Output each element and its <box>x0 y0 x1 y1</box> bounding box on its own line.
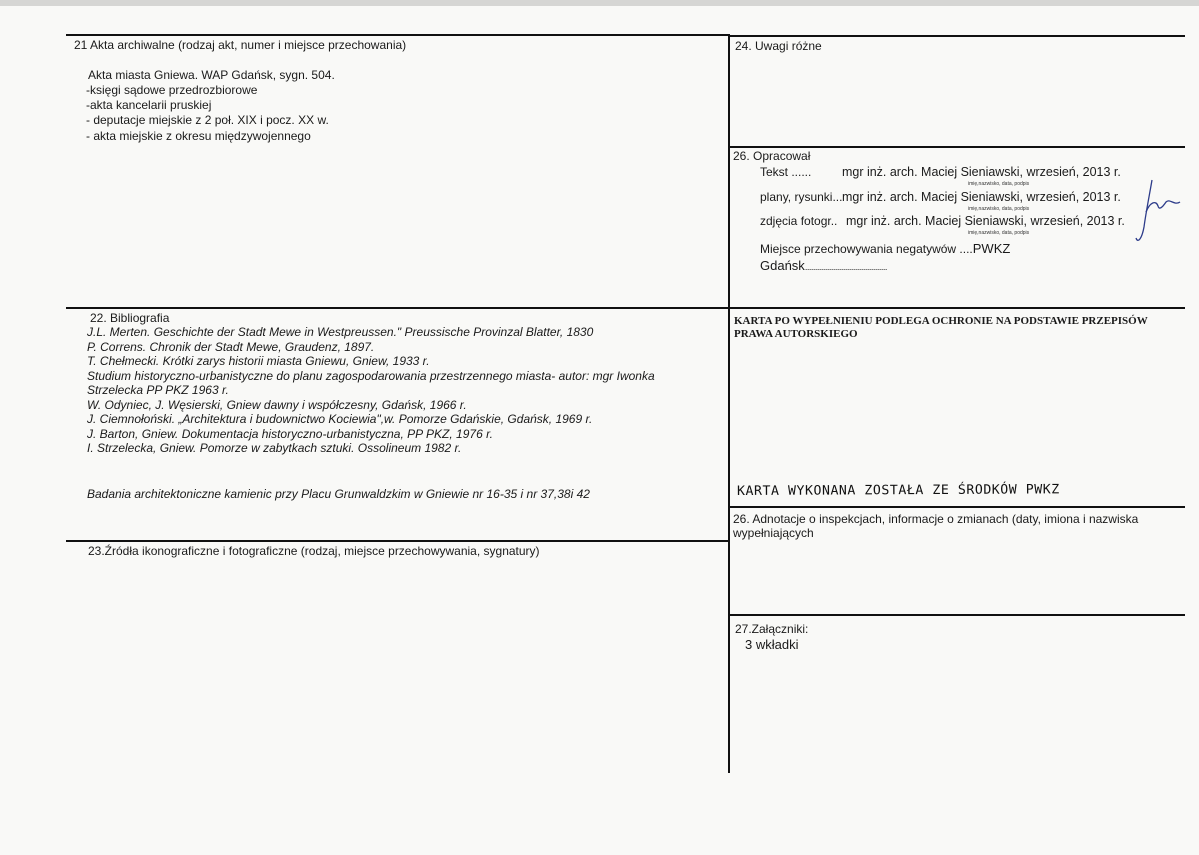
handwritten-funding-note: KARTA WYKONANA ZOSTAŁA ZE ŚRODKÓW PWKZ <box>736 482 1060 499</box>
bibliography-item: J. Barton, Gniew. Dokumentacja historyczno-urbanistyczna, PP PKZ, 1976 r. <box>87 427 493 441</box>
center-divider <box>728 34 730 773</box>
author-row-drawings <box>760 188 1133 206</box>
handwritten-signature <box>1132 172 1187 252</box>
rule-before-23 <box>66 540 730 542</box>
negatives-label: Miejsce przechowywania negatywów .... <box>760 242 973 256</box>
city: Gdańsk <box>760 258 805 273</box>
rule-before-22 <box>66 307 1185 309</box>
right-top-rule <box>730 35 1185 37</box>
rule-before-26b <box>730 506 1185 508</box>
negatives-value: PWKZ <box>972 241 1011 256</box>
sec27-heading: 27.Załączniki: <box>735 622 809 636</box>
bibliography-item: W. Odyniec, J. Węsierski, Gniew dawny i współczesny, Gdańsk, 1966 r. <box>87 398 467 412</box>
author-row-photos <box>760 212 1136 230</box>
row-prefix: zdjęcia fotogr.. <box>760 214 838 228</box>
city-line <box>760 257 887 275</box>
bibliography-item: P. Correns. Chronik der Stadt Mewe, Graudenz, 1897. <box>87 340 375 354</box>
sec22-heading: 22. Bibliografia <box>90 311 170 325</box>
bibliography-item: J.L. Merten. Geschichte der Stadt Mewe in Westpreussen." Preussische Provinzal Blatter, 1830 <box>87 325 594 339</box>
sec23-heading: 23.Źródła ikonograficzne i fotograficzne (rodzaj, miejsce przechowywania, sygnatury) <box>88 544 540 558</box>
scan-edge <box>0 0 1199 6</box>
rule-after-24 <box>730 146 1185 148</box>
rule-before-27 <box>730 614 1185 616</box>
sec21-line: -księgi sądowe przedrozbiorowe <box>86 83 258 97</box>
sec27-value: 3 wkładki <box>745 637 799 652</box>
bibliography-item: I. Strzelecka, Gniew. Pomorze w zabytkach sztuki. Ossolineum 1982 r. <box>87 441 462 455</box>
row-caption: imię,nazwisko, data, podpis <box>968 181 1030 187</box>
sec21-line: Akta miasta Gniewa. WAP Gdańsk, sygn. 504. <box>88 68 335 82</box>
row-caption: imię,nazwisko, data, podpis <box>968 230 1030 236</box>
row-prefix: plany, rysunki... <box>760 190 843 204</box>
bibliography-item: Studium historyczno-urbanistyczne do planu zagospodarowania przestrzennego miasta- autor: mgr Iwonka <box>87 369 655 383</box>
copyright-notice: KARTA PO WYPEŁNIENIU PODLEGA OCHRONIE NA PODSTAWIE PRZEPISÓW PRAWA AUTORSKIEGO <box>734 315 1148 340</box>
sec24-heading: 24. Uwagi różne <box>735 39 822 53</box>
row-prefix: Tekst ...... <box>760 165 812 179</box>
bibliography-item: Strzelecka PP PKZ 1963 r. <box>87 383 229 397</box>
sec26-heading: 26. Opracował <box>733 149 811 163</box>
left-top-rule <box>66 34 730 36</box>
author-row-text <box>760 163 1132 181</box>
bibliography-extra: Badania architektoniczne kamienic przy Placu Grunwaldzkim w Gniewie nr 16-35 i nr 37,38i 42 <box>87 487 590 501</box>
negatives-line <box>760 240 1010 258</box>
row-value: mgr inż. arch. Maciej Sieniawski, wrzesień, 2013 r. <box>842 189 1122 204</box>
bibliography-item: J. Ciemnołoński. „Architektura i budownictwo Kociewia",w. Pomorze Gdańskie, Gdańsk, 1969 r. <box>87 412 593 426</box>
row-caption: imię,nazwisko, data, podpis <box>968 206 1030 212</box>
bibliography-item: T. Chełmecki. Krótki zarys historii miasta Gniewu, Gniew, 1933 r. <box>87 354 430 368</box>
sec21-line: -akta kancelarii pruskiej <box>86 98 212 112</box>
sec26b-heading: 26. Adnotacje o inspekcjach, informacje o zmianach (daty, imiona i nazwiska wypełniających <box>733 512 1139 540</box>
row-value: mgr inż. arch. Maciej Sieniawski, wrzesień, 2013 r. <box>842 164 1121 179</box>
sec21-line: - deputacje miejskie z 2 poł. XIX i pocz. XX w. <box>86 113 329 127</box>
row-value: mgr inż. arch. Maciej Sieniawski, wrzesień, 2013 r. <box>846 213 1125 228</box>
sec21-heading: 21 Akta archiwalne (rodzaj akt, numer i miejsce przechowania) <box>74 38 407 52</box>
sec21-line: - akta miejskie z okresu międzywojennego <box>86 129 311 143</box>
city-dots: ......................................... <box>804 262 887 272</box>
